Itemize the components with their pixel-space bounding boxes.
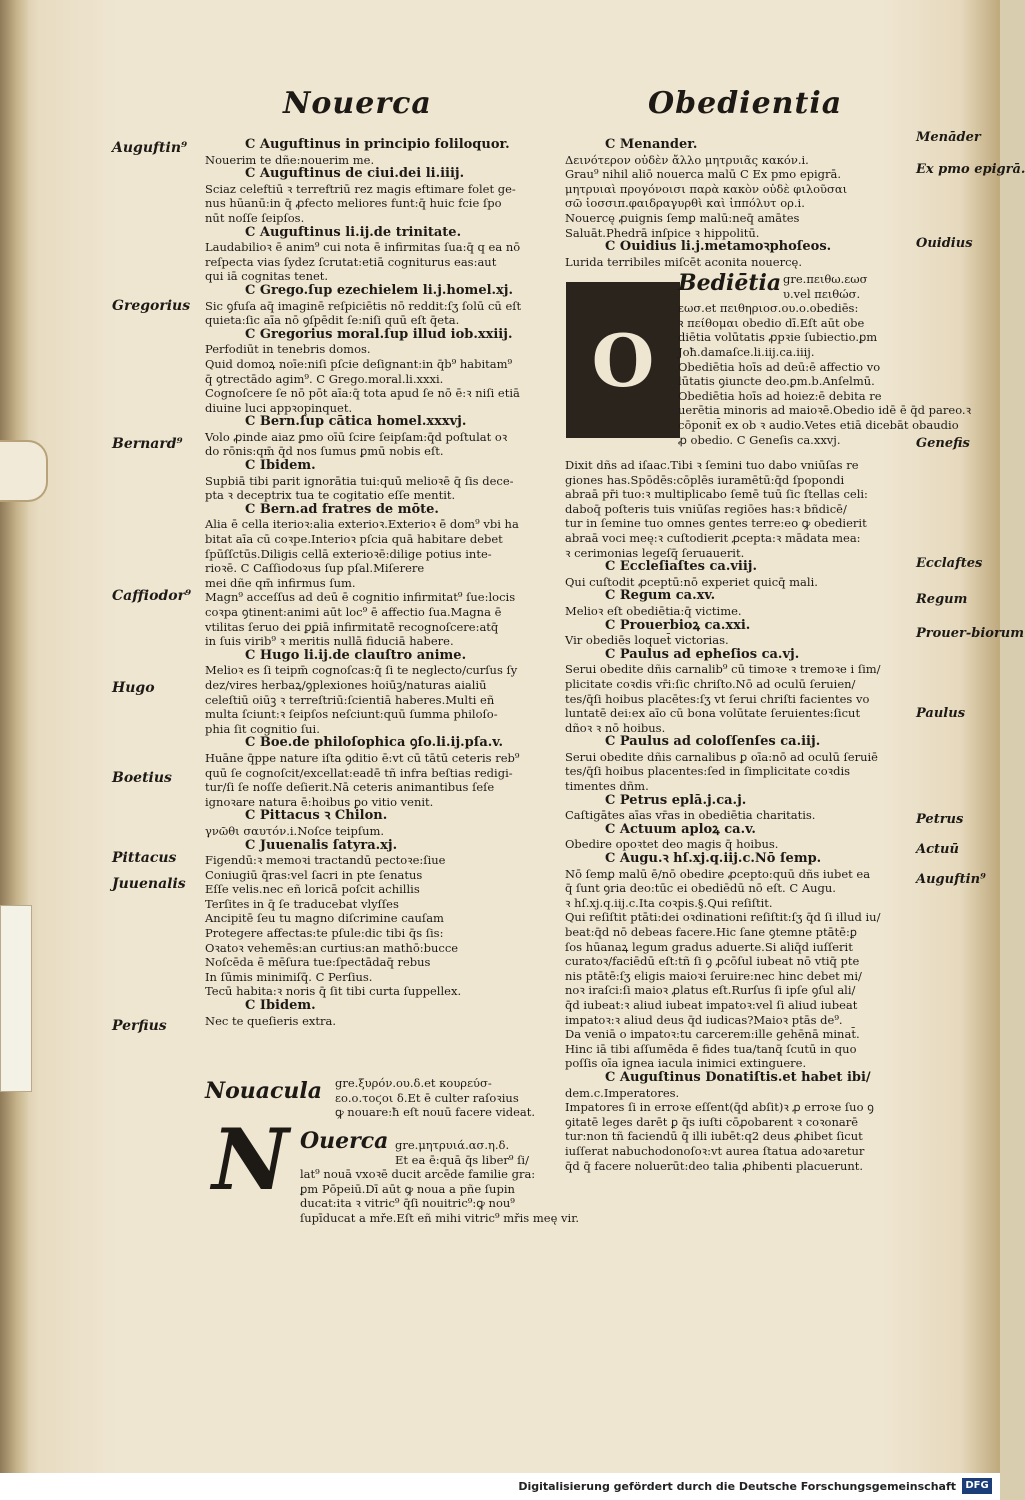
text-line: abraā pr̄i tuo:ꝛ multiplicabo ſemē tuū ſic ſtellas celi: [565, 487, 868, 502]
text-line: Coniugiū q̄ras:vel ſacri in pte ſenatus [205, 867, 423, 882]
text-line: Nec te queſieris extra. [205, 1013, 337, 1028]
text-line: ꝓ obedio. C Geneſis ca.xxvj. [678, 432, 841, 447]
text-line: υ.vel πειθώσ. [783, 286, 861, 301]
rubric-line: C Hugo li.ij.de clauſtro anime. [245, 647, 467, 663]
text-line: curatoꝛ/faciēdū eſt:tñ ſi ꝯ ꝓcōſul iubeat nō vtiq̄ pte [565, 954, 860, 969]
text-line: do rōnis:qm̄ q̄d nos ſumus ꝑmū nobis eſt. [205, 444, 444, 459]
text-line: phia ſit cognitio ſui. [205, 721, 320, 736]
nouerca-initial: N [212, 1110, 289, 1209]
text-line: Melioꝛ eſt obediētia:q̄ victime. [565, 603, 742, 618]
text-line: uerētia minoris ad maioꝛē.Obedio idē ē q̄d pareo.ꝛ [678, 403, 972, 418]
text-line: Qui cuſtodit ꝓceptū:nō experiet quicq̄ mali. [565, 574, 818, 589]
rubric-line: C Augu.ꝛ hſ.xj.q.iij.c.Nō ſemp. [605, 851, 822, 867]
rubric-line: C Auguftinus de ciui.dei li.iiij. [245, 166, 465, 182]
text-line: gre.μητρυιά.ασ.η.δ. [395, 1138, 510, 1152]
text-line: Et ea ē:quā q̄s liber⁹ ſi/ [395, 1152, 529, 1167]
text-line: dñoꝛ ꝛ nō hoibus. [565, 720, 666, 735]
right-column-top [565, 138, 920, 269]
text-line: Lurida terribiles miſcēt aconita nouercę. [565, 254, 803, 269]
text-line: Hinc iā tibi aſſumēda ē fides tua/tanq̄ ſcutū in quo [565, 1041, 857, 1056]
text-line: q̄d q̄ facere noluerūt:deo talia ꝓhibenti placuerunt. [565, 1158, 864, 1173]
text-line: dez/vires herbaꝝ/ꝯplexiones hoiūꝫ/naturas aialiū [205, 677, 487, 692]
text-line: abraā voci meę:ꝛ cuſtodierit ꝓcepta:ꝛ mādata mea: [565, 530, 861, 545]
text-line: vtilitas ſeruo dei ꝑꝑiā infirmitatē recognoſcere:atq̄ [205, 619, 499, 634]
text-line: Huāne q̄ppe nature iſta ꝯditio ē:vt cū tātū ceteris reb⁹ [205, 750, 520, 765]
left-margin-note: Bernard⁹ [112, 436, 183, 452]
text-line: nus hūanū:in q̄ ꝓfecto meliores funt:q̄ huic fcie ſpo [205, 196, 502, 211]
rubric-line: C Prouerbioꝝ ca.xxi. [605, 617, 751, 633]
text-line: Obedire opoꝛtet deo magis q̄ hoibus. [565, 837, 779, 852]
right-margin-note: Auguftin⁹ [916, 872, 986, 887]
text-line: reſpecta vias ſydez ſcrutat:etiā cogniturus eas:aut [205, 254, 497, 269]
header-right: Obedientia [648, 86, 843, 121]
text-line: ꝛ πείθομαι obedio dī.Eſt aūt obe [678, 315, 865, 330]
rubric-line: C Gregorius moral.ſup illud iob.xxiij. [245, 326, 513, 342]
text-line: Tecū habita:ꝛ noris q̄ ſit tibi curta ſuppellex. [205, 984, 462, 999]
text-line: Figendū:ꝛ memoꝛi tractandū pectoꝛe:ſiue [205, 853, 446, 868]
text-line: qui iā cognitas tenet. [205, 269, 329, 284]
text-line: Cognoſcere ſe nō pōt aīa:q̄ tota apud ſe nō ē:ꝛ niſi etiā [205, 386, 520, 401]
text-line: q̄ ſunt ꝯria deo:tūc ei obediēdū nō eſt. C Augu. [565, 881, 836, 896]
text-line: ꝙ nouare:ħ eſt nouū facere videat. [335, 1105, 536, 1120]
right-column-rest [565, 458, 920, 1173]
text-line: plicitate coꝛdis vr̄i:ſic chriſto.Nō ad oculū ſeruien/ [565, 676, 856, 691]
text-line: Sciaz celeftiū ꝛ terreftriū rez magis eftimare folet ge- [205, 181, 516, 196]
text-line: iuſſerat nabuchodonoſoꝛ:vt aurea ſtatua adoꝛaretur [565, 1143, 865, 1158]
rubric-line: C Actuum aploꝝ ca.v. [605, 821, 756, 837]
text-line: Sic ꝯfuſa aq̄ imaginē reſpiciētis nō reddit:ſʒ ſolū cū eſt [205, 298, 522, 313]
text-line: ducat:ita ꝛ vitric⁹ q̄ſi nouitric⁹:ꝙ nou⁹ [300, 1196, 515, 1211]
text-line: giones has.Spōdēs:cōplēs iuramētū:q̄d ſpopondi [565, 472, 845, 487]
text-line: Terſites in q̄ ſe traducebat vlyſſes [205, 896, 399, 911]
text-line: ꝛ cerimonias legeſq̄ ſeruauerit. [565, 545, 745, 560]
footer-text: Digitalisierung gefördert durch die Deutsche Forschungsgemeinschaft [518, 1480, 956, 1493]
text-line: dem.c.Imperatores. [565, 1085, 680, 1100]
text-line: tur in ſemine tuo omnes gentes terre:eo ꝙ obedierit [565, 516, 867, 531]
left-margin-note: Perfius [112, 1018, 167, 1034]
page-tab [0, 440, 48, 502]
text-line: diētia volūtatis ꝓpꝛie ſubiectio.ꝑm [678, 330, 878, 345]
nouacula-title: Nouacula [205, 1078, 323, 1104]
rubric-line: C Petrus eplā.j.ca.j. [605, 792, 747, 808]
text-line: εο.ο.τοϛοι δ.Et ē culter raſoꝛius [335, 1090, 519, 1105]
rubric-line: C Paulus ad coloſſenſes ca.iij. [605, 734, 821, 750]
left-margin-note: Hugo [112, 680, 155, 696]
text-line: quū ſe cognoſcit/excellat:eadē tñ infra beſtias redigi- [205, 765, 513, 780]
rubric-line: C Boe.de philoſophica ꝯſo.li.ij.pſa.v. [245, 735, 504, 751]
text-line: tes/q̄ſi hoibus placentes:ſed in ſimplicitate coꝛdis [565, 764, 851, 779]
text-line: Joħ.damaſce.li.iij.ca.iiij. [678, 344, 815, 359]
text-line: ꝯitatē leges darēt ꝑ q̄s iuſti cōꝓobarent ꝛ coꝛonarē [565, 1114, 859, 1129]
rubric-line: C Juuenalis ſatyra.xj. [245, 837, 398, 853]
text-line: Supbiā tibi parit ignorātia tui:quū melioꝛē q̄ ſis dece- [205, 473, 514, 488]
text-line: Serui obedite dñis carnalibus ꝑ oīa:nō ad oculū ſeruiē [565, 749, 878, 764]
text-line: timentes dñm. [565, 779, 649, 794]
text-line: Ancipitē ſeu tu magno diſcrimine cauſam [205, 911, 444, 926]
text-line: σῶ ἰοσσιπ.φαιδραγυρθὶ καὶ ἱππόλυτ ορ.i. [565, 196, 805, 211]
book-binding [0, 0, 28, 1500]
text-line: Dixit dñs ad iſaac.Tibi ꝛ ſemini tuo dabo vniūſas re [565, 458, 859, 472]
text-line: gre.ξυρόν.ου.δ.et κουρεύσ- [335, 1076, 492, 1090]
rubric-line: C Auguftinus in principio foliloquor. [245, 137, 510, 152]
text-line: Volo ꝓinde aiaz ꝑmo oīū ſcire ſeipſam:q̄d poſtulat oꝛ [205, 429, 508, 444]
dfg-logo: DFG [962, 1478, 992, 1494]
text-line: ignoꝛare natura ē:hoibus ꝑo vitio venit. [205, 794, 434, 809]
right-margin-note: Petrus [916, 812, 964, 827]
text-line: noꝛ iraſci:ſi maioꝛ ꝓlatus eſt.Rurſus ſi ipſe ꝯſul ali/ [565, 983, 856, 998]
text-line: Grau⁹ nihil aliō nouerca malū C Ex pmo epigrā. [565, 167, 842, 182]
text-line: γνῶθι σαυτόν.i.Noſce teipſum. [205, 823, 385, 838]
text-line: gre.πειθω.εωσ [783, 272, 868, 286]
text-line: lat⁹ nouā vxoꝛē ducit arcēde familie gra: [300, 1167, 536, 1182]
text-line: tes/q̄ſi hoibus placētes:ſʒ vt ſerui chriſti facientes vo [565, 691, 870, 706]
text-line: Magn⁹ acceſſus ad deū ē cognitio infirmitat⁹ ſue:locis [205, 590, 516, 605]
text-line: Laudabilioꝛ ē anim⁹ cui nota ē infirmitas ſua:q̄ q ea nō [205, 240, 521, 255]
text-line: cōponit̄ ex ob ꝛ audio.Vetes etiā dicebāt obaudio [678, 417, 959, 432]
text-line: Saluāt.Phedrā inſpice ꝛ hippolitū. [565, 225, 760, 240]
text-line: nis ptātē:ſʒ eligis maioꝛi ſeruire:nec hinc debet mi/ [565, 968, 862, 983]
text-line: ſpūſſctūs.Diligis cellā exterioꝛē:dilige potius inte- [205, 546, 492, 561]
right-margin-note: Prouer-biorum [916, 626, 1025, 641]
text-line: ſos hūanaꝝ legum gradus aduerte.Si aliq̄d iuſſerit [565, 939, 853, 954]
text-line: daboq̄ poſteris tuis vniūſas regiōes has:ꝛ bñdicē/ [565, 501, 847, 516]
nouacula-text [335, 1076, 555, 1120]
footer-bar [0, 1473, 1000, 1500]
nouerca-text [300, 1138, 580, 1226]
right-margin-note: Menāder [916, 130, 981, 145]
rubric-line: C Auguſtinus Donatiſtis.et habet ibi/ [605, 1069, 871, 1085]
left-margin-note: Gregorius [112, 298, 191, 314]
text-line: impatoꝛ:ꝛ aliud deus q̄d iudicas?Maioꝛ ptās de⁹. [565, 1012, 843, 1027]
text-line: tur/ſi ſe noſſe deſierit.Nā ceteris animantibus ſeſe [205, 780, 495, 795]
text-line: diuine luci appꝛopinquet. [205, 400, 353, 415]
text-line: q̄ ꝯtrectādo agim⁹. C Grego.moral.li.xxxi. [205, 371, 444, 386]
right-margin-note: Ouidius [916, 236, 973, 251]
text-line: quieta:ſic aīa nō ꝯſpēdit ſe:niſi quū eſt q̄eta. [205, 313, 460, 328]
right-margin-note: Genefis [916, 436, 970, 451]
text-line: Protegere affectas:te pſule:dic tibi q̄s ſis: [205, 926, 444, 941]
rubric-line: C Regum ca.xv. [605, 588, 716, 604]
text-line: lūtatis ꝯiuncte deo.ꝑm.b.Anſelmū. [678, 374, 875, 389]
text-line: μητρυιαὶ προγόνοισι παρὰ κακὸν οὐδὲ φιλοῦσαι [565, 181, 848, 196]
text-line: poſſis oīa ignea iacula inimici extinguere. [565, 1056, 807, 1071]
nouerca-title: Ouerca [300, 1128, 389, 1154]
rubric-line: C Ouidius li.j.metamoꝛphoſeos. [605, 239, 832, 255]
text-line: ſupīducat a mře.Eſt eñ mihi vitric⁹ mřis meę vir. [300, 1210, 580, 1225]
text-line: bitat aīa cū coꝛpe.Interioꝛ pſcia quā habitare debet [205, 532, 503, 547]
right-margin-note: Paulus [916, 706, 966, 721]
text-line: coꝛpa ꝯtinent:animi aūt loc⁹ ē affectio ſua.Magna ē [205, 605, 502, 619]
text-line: Oꝛatoꝛ vehemēs:an curtius:an mathō:bucce [205, 940, 459, 955]
text-line: Melioꝛ es ſi teipm̄ cognoſcas:q̄ ſi te neglecto/curſus ſy [205, 663, 518, 678]
text-line: Nō ſemꝑ malū ē/nō obedire ꝓcepto:quū dñs iubet ea [565, 866, 871, 881]
text-line: ꝛ hſ.xj.q.iij.c.Ita coꝛpis.§.Qui reſiſtit. [565, 895, 773, 910]
left-margin-note: Caffiodor⁹ [112, 588, 192, 604]
text-line: tur:non tñ faciendū q̄ illi iubēt:q2 deus ꝓhibet ſicut [565, 1129, 863, 1144]
text-line: celeſtiū oiūꝫ ꝛ terreſtriū:ſcientiā haberes.Multi eñ [205, 692, 495, 707]
left-margin-note: Pittacus [112, 850, 177, 866]
rubric-line: C Grego.ſup ezechielem li.j.homel.xj. [245, 282, 514, 298]
text-line: Δεινότερον οὐδὲν ἄλλο μητρυιᾶς κακόν.i. [565, 152, 809, 167]
text-line: Qui reſiſtit ptāti:dei oꝛdinationi reſiſtit:ſʒ q̄d ſi illud iu/ [565, 910, 881, 925]
text-line: Alia ē cella iterioꝛ:alia exterioꝛ.Exterioꝛ ē dom⁹ vbi ha [205, 517, 519, 532]
text-line: Obediētia hoīs ad hoiez:ē debita re [678, 388, 882, 403]
text-line: Nouerim te dñe:nouerim me. [205, 152, 375, 167]
text-line: nūt noſſe ſeipſos. [205, 210, 305, 225]
obedientia-title: Bediētia [678, 270, 782, 296]
text-line: Perfodiūt in tenebris domos. [205, 342, 371, 357]
left-margin-note: Juuenalis [112, 876, 186, 892]
left-margin-note: Boetius [112, 770, 172, 786]
rubric-line: C Bern.ad fratres de mōte. [245, 501, 439, 517]
text-line: in ſuis virib⁹ ꝛ meritis nullā fiduciā habere. [205, 634, 454, 649]
rubric-line: C Ibidem. [245, 458, 316, 474]
text-line: Vir obediēs loquet̄ victorias. [565, 633, 729, 648]
rubric-line: C Pittacus ꝛ Chilon. [245, 808, 388, 824]
text-line: luntatē dei:ex aīo cū bona volūtate ſeruientes:ſicut [565, 706, 861, 721]
rubric-line: C Ibidem. [245, 998, 316, 1014]
text-line: εωσ.et πειθηριοσ.ου.ο.obediēs: [678, 301, 859, 316]
rubric-line: C Paulus ad epheſios ca.vj. [605, 646, 800, 662]
paper-slip [0, 905, 32, 1092]
text-line: Nouercę ꝓuignis ſemꝑ malū:neq̄ amātes [565, 210, 800, 225]
left-margin-note: Auguftin⁹ [112, 140, 188, 156]
text-line: Obediētia hoīs ad deū:ē affectio vo [678, 359, 881, 374]
text-line: mei dñe qm̄ infirmus ſum. [205, 575, 356, 590]
text-line: Noſcēda ē mēſura tue:ſpectādaq̄ rebus [205, 955, 431, 970]
text-line: rioꝛē. C Caſſiodoꝛus ſup pſal.Miſerere [205, 561, 425, 576]
text-line: Eſſe velis.nec eñ loricā poſcit achillis [205, 882, 420, 897]
obedientia-initial: O [566, 282, 680, 438]
text-line: In ſūmis minimiſq̄. C Perſius. [205, 969, 373, 984]
right-margin-note: Ex pmo epigrā. [916, 162, 1025, 177]
text-line: Serui obedite dñis carnalib⁹ cū timoꝛe ꝛ tremoꝛe i ſim/ [565, 662, 881, 677]
text-line: multa ſciunt:ꝛ ſeipſos neſciunt:quū ſumma philoſo- [205, 707, 498, 722]
text-line: pta ꝛ deceptrix tua te cogitatio eſſe mentit. [205, 488, 456, 503]
text-line: beat:q̄d nō debeas facere.Hic ſane ꝯtemne ptātē:ꝑ [565, 925, 857, 939]
right-margin-note: Ecclaftes [916, 556, 983, 571]
text-line: Da veniā o impatoꝛ:tu carcerem:ille gehēnā minat̄. [565, 1027, 860, 1042]
left-column [205, 138, 555, 1028]
rubric-line: C Bern.ſup cātica homel.xxxvj. [245, 414, 467, 430]
text-line: ꝑm Pōpeiū.Dī aūt ꝙ noua a pñe ſupin [300, 1181, 515, 1196]
header-left: Nouerca [283, 86, 432, 121]
text-line: q̄d iubeat:ꝛ aliud iubeat impatoꝛ:vel ſi aliud iubeat [565, 997, 858, 1012]
text-line: Impatores ſi in erroꝛe eſſent(q̄d abſit)ꝛ ꝓ erroꝛe ſuo ꝯ [565, 1100, 874, 1115]
text-line: Quid domoꝝ noīe:niſi pſcie deſignant:in q̄b⁹ habitam⁹ [205, 356, 513, 371]
rubric-line: C Auguftinus li.ij.de trinitate. [245, 224, 462, 240]
text-line: Caſtigātes aīas vr̄as in obediētia charitatis. [565, 808, 816, 823]
right-margin-note: Regum [916, 592, 968, 607]
right-margin-note: Actuū [916, 842, 959, 857]
rubric-line: C Menander. [605, 137, 698, 152]
rubric-line: C Eccleſiaſtes ca.viij. [605, 559, 758, 575]
